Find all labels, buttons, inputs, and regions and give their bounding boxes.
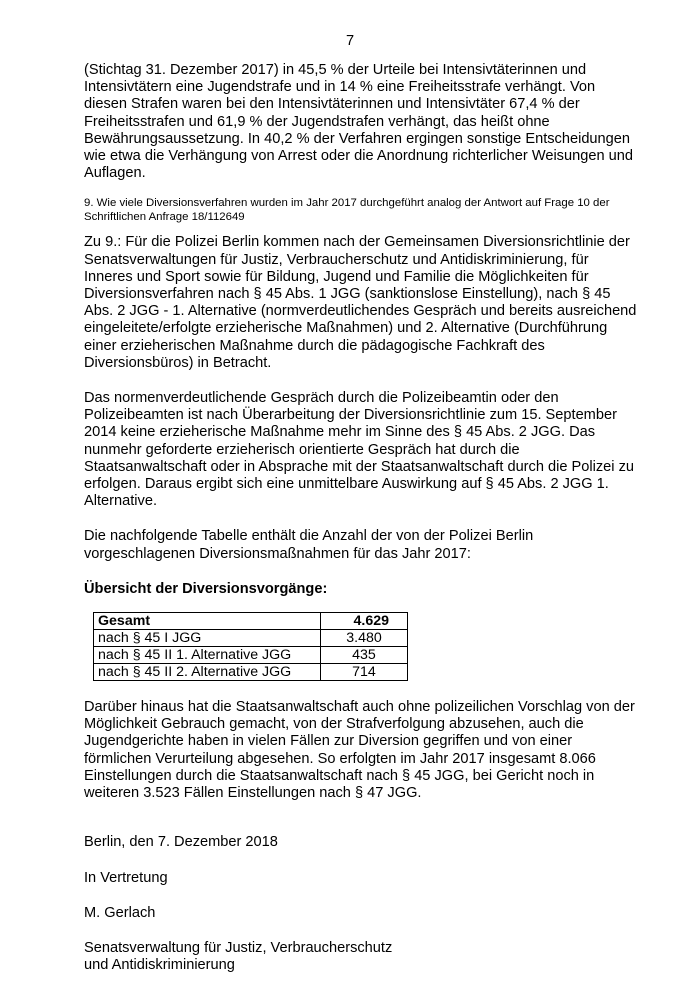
table-cell-value: 714	[321, 664, 408, 681]
document-body	[84, 62, 640, 974]
representation-line: In Vertretung	[84, 869, 168, 886]
department-line-2: und Antidiskriminierung	[84, 957, 235, 974]
table-row-total	[94, 613, 408, 630]
conversation-paragraph: Das normenverdeutlichende Gespräch durch die Polizeibeamtin oder den Polizeibeamten ist nach Überarbeitung der Diversionsrichtlinie zum 15. September 2014 keine erzieherische Maßnahme mehr im Sinne des § 45 Abs. 2 JGG. Das nunmehr geforderte erzieherisch orientierte Gespräch hat durch die Staatsanwaltschaft oder in Absprache mit der Staatsanwaltschaft durch die Polizei zu erfolgen. Daraus ergibt sich eine unmittelbare Auswirkung auf § 45 Abs. 2 JGG 1. Alternative.	[84, 390, 634, 510]
table-cell-label: nach § 45 I JGG	[94, 630, 321, 647]
table-row	[94, 664, 408, 681]
answer-9-paragraph: Zu 9.: Für die Polizei Berlin kommen nach der Gemeinsamen Diversionsrichtlinie der Senatsverwaltungen für Justiz, Verbraucherschutz und Antidiskriminierung, für Inneres und Sport sowie für Bildung, Jugend und Familie die Möglichkeiten für Diversionsverfahren nach § 45 Abs. 1 JGG (sanktionslose Einstellung), nach § 45 Abs. 2 JGG - 1. Alternative (normverdeutlichendes Gespräch und bereits ausreichend eingeleitete/erfolgte erzieherische Maßnahmen) und 2. Alternative (Durchführung einer erzieherischen Maßnahme durch die pädagogische Fachkraft des Diversionsbüros) in Betracht.	[84, 234, 637, 371]
table-intro-paragraph: Die nachfolgende Tabelle enthält die Anzahl der von der Polizei Berlin vorgeschlagenen Diversionsmaßnahmen für das Jahr 2017:	[84, 528, 534, 562]
table-heading: Übersicht der Diversionsvorgänge:	[84, 580, 328, 597]
table-cell-value: 3.480	[321, 630, 408, 647]
table-cell-label: nach § 45 II 2. Alternative JGG	[94, 664, 321, 681]
diversion-overview-table	[93, 612, 408, 681]
table-cell-label: nach § 45 II 1. Alternative JGG	[94, 647, 321, 664]
table-cell-value: 4.629	[321, 613, 408, 630]
question-9: 9. Wie viele Diversionsverfahren wurden im Jahr 2017 durchgeführt analog der Antwort auf Frage 10 der Schriftlichen Anfrage 18/112649	[84, 197, 610, 224]
page-number: 7	[345, 33, 355, 49]
intro-paragraph: (Stichtag 31. Dezember 2017) in 45,5 % der Urteile bei Intensivtäterinnen und Intensivtätern eine Jugendstrafe und in 14 % eine Freiheitsstrafe verhängt. Von diesen Strafen waren bei den Intensivtäterinnen und Intensivtäter 67,4 % der Freiheitsstrafen und 61,9 % der Jugendstrafen verhängt, das heißt ohne Bewährungsaussetzung. In 40,2 % der Verfahren ergingen sonstige Entscheidungen wie etwa die Verhängung von Arrest oder die Anordnung richterlicher Weisungen und Auflagen.	[84, 62, 633, 182]
department-line-1: Senatsverwaltung für Justiz, Verbraucherschutz	[84, 939, 393, 956]
signatory-name: M. Gerlach	[84, 904, 156, 921]
table-row	[94, 647, 408, 664]
after-table-paragraph: Darüber hinaus hat die Staatsanwaltschaft auch ohne polizeilichen Vorschlag von der Möglichkeit Gebrauch gemacht, von der Strafverfolgung abzusehen, auch die Jugendgerichte haben in vielen Fällen zur Diversion gegriffen und von einer förmlichen Verurteilung abgesehen. So erfolgten im Jahr 2017 insgesamt 8.066 Einstellungen durch die Staatsanwaltschaft nach § 45 JGG, bei Gericht noch in weiteren 3.523 Fällen Einstellungen nach § 47 JGG.	[84, 699, 635, 802]
table-row	[94, 630, 408, 647]
date-line: Berlin, den 7. Dezember 2018	[84, 834, 278, 851]
table-cell-label: Gesamt	[94, 613, 321, 630]
table-cell-value: 435	[321, 647, 408, 664]
